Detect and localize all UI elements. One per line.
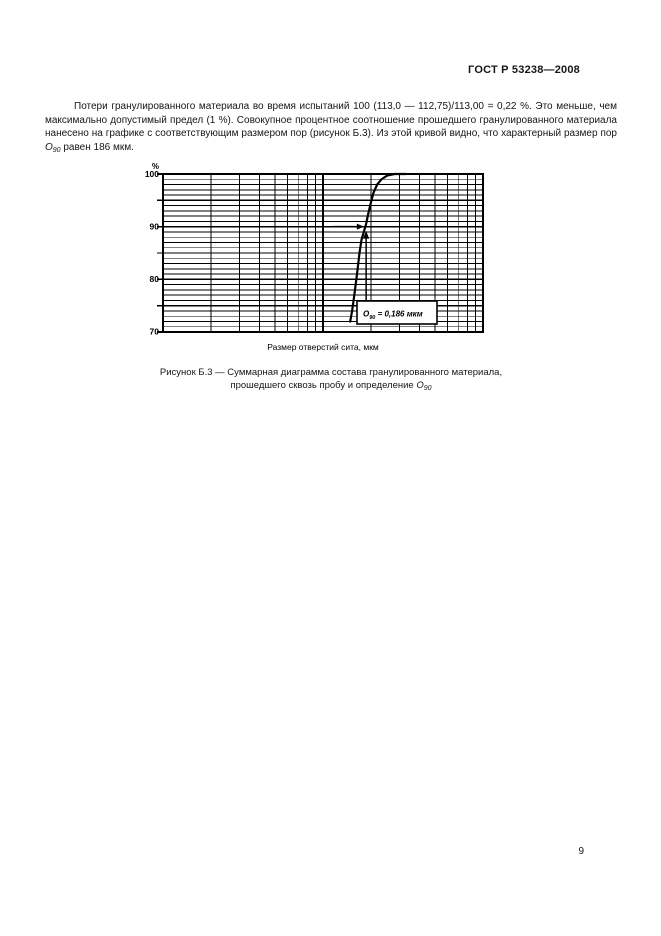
caption-o90-symbol: $O_{90}$ xyxy=(416,380,432,392)
figure-caption xyxy=(45,366,617,392)
figure-caption-line2: прошедшего сквозь пробу и определение $O_{90}$ xyxy=(230,380,432,392)
o90-symbol-inline: $O_{90}$ xyxy=(45,141,61,154)
body-paragraph xyxy=(45,100,617,154)
y-tick-label-90: 90 xyxy=(149,221,159,232)
y-tick-label-80: 80 xyxy=(149,274,159,284)
paragraph-text-2: равен 186 мкм. xyxy=(60,141,134,153)
y-axis-unit-label: % xyxy=(151,162,159,171)
o90-callout-text: $O_{90} = 0,186$ мкм xyxy=(363,309,423,321)
figure-caption-line1: Рисунок Б.3 — Суммарная диаграмма состава гранулированного материала, xyxy=(159,367,503,378)
x-axis-label: Размер отверстий сита, мкм xyxy=(267,342,379,352)
figure-b3-chart xyxy=(128,160,492,364)
page-number: 9 xyxy=(578,846,584,857)
figure-b3 xyxy=(128,160,492,364)
document-header: ГОСТ Р 53238—2008 xyxy=(468,64,580,76)
y-tick-label-70: 70 xyxy=(149,326,159,337)
y-tick-label-100: 100 xyxy=(144,169,159,179)
paragraph-text-1: Потери гранулированного материала во время испытаний 100 (113,0 — 112,75)/113,00 = 0,22 %. Это меньше, чем максимально допустимый предел (1 %). Совокупное процентное соотношение прошедшего гранулированного материала нанесено на графике с соответствующим размером пор (рисунок Б.3). Из этой кривой видно, что характерный размер пор xyxy=(45,101,617,139)
o90-arrow-head xyxy=(357,224,364,230)
